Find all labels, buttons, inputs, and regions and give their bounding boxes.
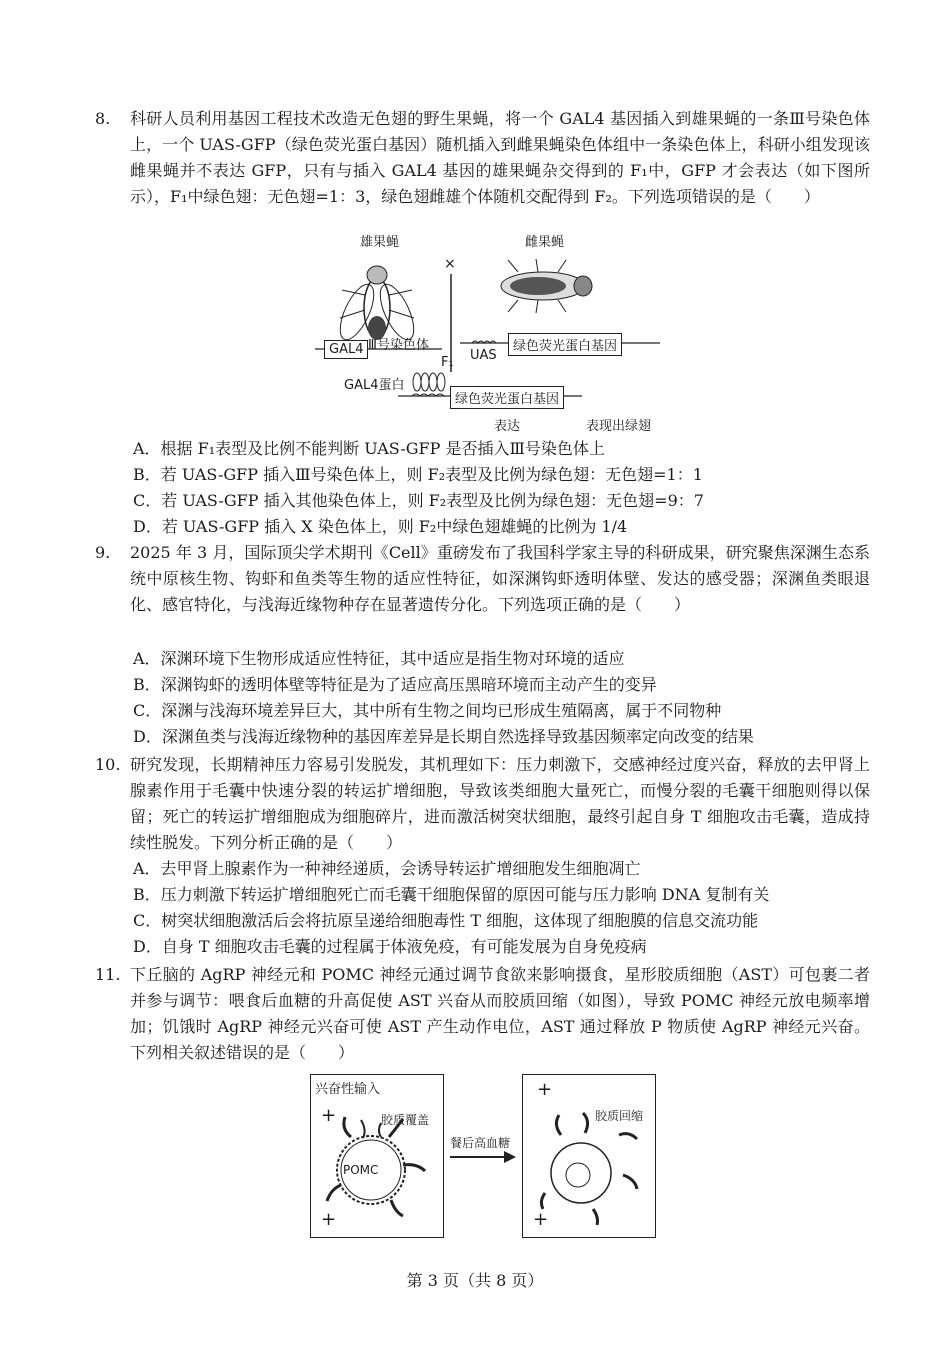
q8-option-c: C．若 UAS-GFP 插入其他染色体上，则 F₂表型及比例为绿色翅：无色翅=9：7 xyxy=(133,491,704,510)
page-footer: 第 3 页（共 8 页） xyxy=(406,1271,544,1290)
q10-option-b: B．压力刺激下转运扩增细胞死亡而毛囊干细胞保留的原因可能与压力影响 DNA 复制有关 xyxy=(133,885,770,904)
question-9 xyxy=(95,540,870,618)
question-number: 11. xyxy=(95,965,121,984)
question-stem: 下丘脑的 AgRP 神经元和 POMC 神经元通过调节食欲来影响摄食，星形胶质细胞（AST）可包裹二者并参与调节：喂食后血糖的升高促使 AST 兴奋从而胶质回缩（如图），导致 POMC 神经元放电频率增加；饥饿时 AgRP 神经元兴奋可使 AST 产生动作电位，AST 通过释放 P 物质使 AgRP 神经元兴奋。下列相关叙述错误的是（ ） xyxy=(130,965,870,1062)
uas-label: UAS xyxy=(470,348,497,363)
question-10 xyxy=(95,752,870,856)
plus-sign-bottom: + xyxy=(321,1209,337,1230)
male-fly-label: 雄果蝇 xyxy=(360,235,400,250)
chromosome-3-label: Ⅲ号染色体 xyxy=(368,338,429,353)
pomc-label: POMC xyxy=(343,1163,379,1177)
q9-option-c: C．深渊与浅海环境差异巨大，其中所有生物之间均已形成生殖隔离，属于不同物种 xyxy=(133,701,722,720)
question-stem: 研究发现，长期精神压力容易引发脱发，其机理如下：压力刺激下，交感神经过度兴奋，释放的去甲肾上腺素作用于毛囊中快速分裂的转运扩增细胞，导致该类细胞大量死亡，而慢分裂的毛囊干细胞则得以保留；死亡的转运扩增细胞成为细胞碎片，进而激活树突状细胞，最终引起自身 T 细胞攻击毛囊，造成持续性脱发。下列分析正确的是（ ） xyxy=(130,755,870,852)
plus-sign-top: + xyxy=(537,1079,553,1100)
female-fly-label: 雌果蝇 xyxy=(525,235,565,250)
q10-option-a: A．去甲肾上腺素作为一种神经递质，会诱导转运扩增细胞发生细胞凋亡 xyxy=(133,859,641,878)
green-wing-label: 表现出绿翅 xyxy=(586,419,652,434)
gfp-gene-box: 绿色荧光蛋白基因 xyxy=(508,333,622,356)
gal4-gene-box: GAL4 xyxy=(324,340,368,359)
ast-panel-right xyxy=(522,1074,656,1238)
excitatory-input-label: 兴奋性输入 xyxy=(315,1082,381,1097)
question-number: 9. xyxy=(95,543,111,562)
q8-option-b: B．若 UAS-GFP 插入Ⅲ号染色体上，则 F₂表型及比例为绿色翅：无色翅=1：1 xyxy=(133,465,703,484)
glial-retraction-label: 胶质回缩 xyxy=(595,1109,644,1123)
q9-option-b: B．深渊钩虾的透明体壁等特征是为了适应高压黑暗环境而主动产生的变异 xyxy=(133,675,657,694)
question-number: 10. xyxy=(95,755,121,774)
fly-cross-figure xyxy=(310,228,690,438)
ast-panel-left xyxy=(310,1074,444,1238)
gal4-protein-label: GAL4蛋白 xyxy=(344,378,405,393)
q9-option-d: D．深渊鱼类与浅海近缘物种的基因库差异是长期自然选择导致基因频率定向改变的结果 xyxy=(133,727,754,746)
question-stem: 科研人员利用基因工程技术改造无色翅的野生果蝇，将一个 GAL4 基因插入到雄果蝇的一条Ⅲ号染色体上，一个 UAS-GFP（绿色荧光蛋白基因）随机插入到雌果蝇染色体组中一条染色体上，科研小组发现该雌果蝇并不表达 GFP，只有与插入 GAL4 基因的雄果蝇杂交得到的 F₁中，GFP 才会表达（如下图所示），F₁中绿色翅：无色翅=1：3，绿色翅雌雄个体随机交配得到 F₂。下列选项错误的是（ ） xyxy=(130,109,870,206)
plus-sign-top: + xyxy=(321,1105,337,1126)
question-8 xyxy=(95,106,870,210)
plus-sign-bottom: + xyxy=(533,1209,549,1230)
q10-option-c: C．树突状细胞激活后会将抗原呈递给细胞毒性 T 细胞，这体现了细胞膜的信息交流功能 xyxy=(133,911,759,930)
gfp-gene-box-2: 绿色荧光蛋白基因 xyxy=(450,386,564,409)
question-11 xyxy=(95,962,870,1066)
question-number: 8. xyxy=(95,109,111,128)
q9-option-a: A．深渊环境下生物形成适应性特征，其中适应是指生物对环境的适应 xyxy=(133,649,625,668)
f1-label: F₁ xyxy=(441,355,454,370)
glial-coverage-label: 胶质覆盖 xyxy=(381,1113,430,1127)
expression-label: 表达 xyxy=(494,419,521,434)
q8-option-d: D．若 UAS-GFP 插入 X 染色体上，则 F₂中绿色翅雄蝇的比例为 1/4 xyxy=(133,517,628,536)
postprandial-hyperglycemia-label: 餐后高血糖 xyxy=(450,1136,511,1150)
question-stem: 2025 年 3 月，国际顶尖学术期刊《Cell》重磅发布了我国科学家主导的科研成果，研究聚焦深渊生态系统中原核生物、钩虾和鱼类等生物的适应性特征，如深渊钩虾透明体壁、发达的感受器；深渊鱼类眼退化、感官特化，与浅海近缘物种存在显著遗传分化。下列选项正确的是（ ） xyxy=(130,543,870,614)
cross-symbol: × xyxy=(444,256,456,272)
right-arrow-icon xyxy=(448,1150,518,1164)
q8-option-a: A．根据 F₁表型及比例不能判断 UAS-GFP 是否插入Ⅲ号染色体上 xyxy=(133,439,605,458)
q10-option-d: D．自身 T 细胞攻击毛囊的过程属于体液免疫，有可能发展为自身免疫病 xyxy=(133,937,647,956)
